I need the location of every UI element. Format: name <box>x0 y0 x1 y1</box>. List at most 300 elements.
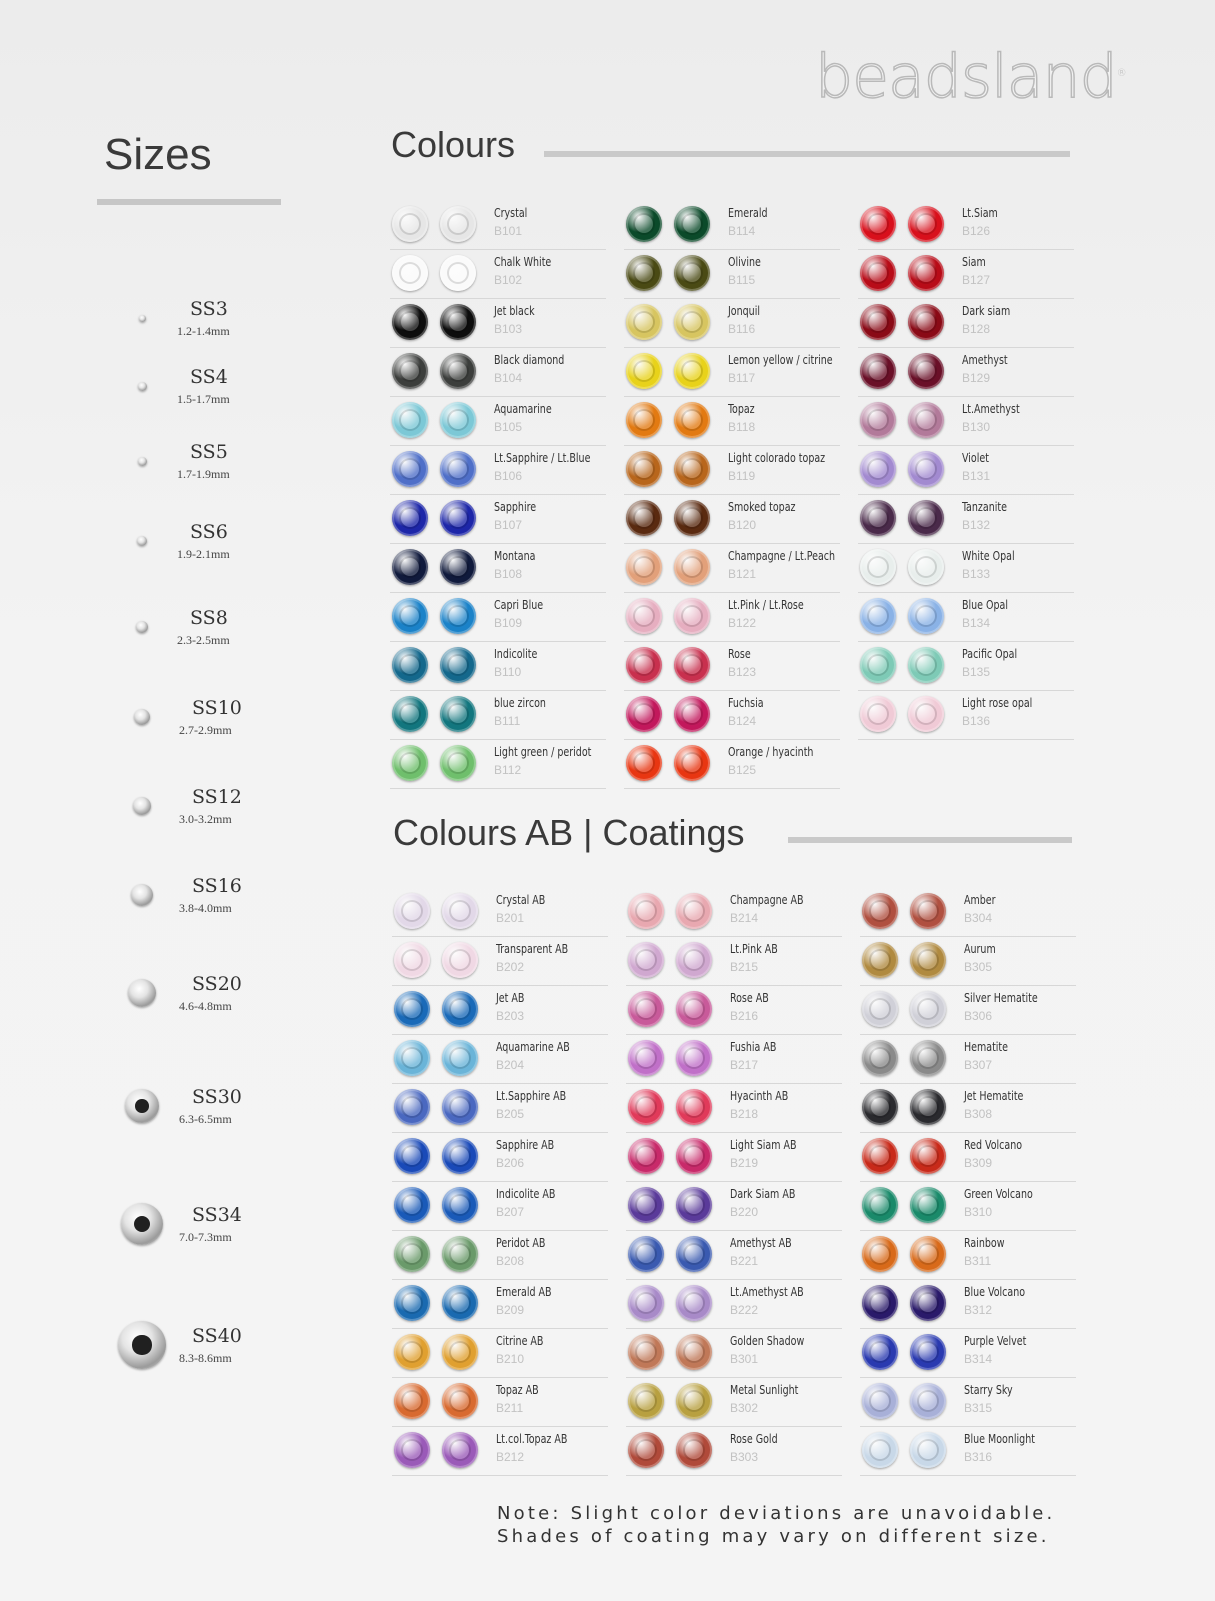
swatch-item <box>390 592 606 642</box>
swatch-item <box>392 1279 608 1329</box>
swatch-item <box>626 887 842 937</box>
swatch-name: Aquamarine <box>494 402 552 416</box>
swatch-item <box>860 936 1076 986</box>
swatch-name: Light green / peridot <box>494 745 592 759</box>
rhinestone-icon <box>628 1383 664 1419</box>
swatch-name: Olivine <box>728 255 761 269</box>
rhinestone-icon <box>442 1432 478 1468</box>
swatch-code: B220 <box>730 1205 759 1219</box>
swatch-code: B130 <box>962 420 991 434</box>
size-mm: 3.8-4.0mm <box>179 901 232 915</box>
swatch-name: Lt.Sapphire / Lt.Blue <box>494 451 591 465</box>
rhinestone-icon <box>440 647 476 683</box>
size-row <box>120 1076 260 1136</box>
size-row <box>120 776 260 836</box>
swatch-item <box>860 1132 1076 1182</box>
swatch-item <box>392 1034 608 1084</box>
rhinestone-icon <box>674 598 710 634</box>
swatch-name: Red Volcano <box>964 1138 1023 1152</box>
size-gem-icon <box>128 979 156 1007</box>
swatch-name: Emerald <box>728 206 768 220</box>
rhinestone-icon <box>860 598 896 634</box>
swatch-item <box>858 298 1074 348</box>
swatch-code: B127 <box>962 273 991 287</box>
rhinestone-icon <box>676 1432 712 1468</box>
rhinestone-icon <box>676 1236 712 1272</box>
size-gem-icon <box>121 1203 163 1245</box>
swatch-code: B112 <box>494 763 522 777</box>
rhinestone-icon <box>676 1285 712 1321</box>
swatch-name: Aurum <box>964 942 996 956</box>
rhinestone-icon <box>442 1383 478 1419</box>
swatch-code: B109 <box>494 616 523 630</box>
rhinestone-icon <box>628 1138 664 1174</box>
rhinestone-icon <box>394 942 430 978</box>
size-mm: 1.9-2.1mm <box>177 547 230 561</box>
rhinestone-icon <box>628 1236 664 1272</box>
rhinestone-icon <box>392 598 428 634</box>
swatch-item <box>860 985 1076 1035</box>
swatch-item <box>624 739 840 789</box>
swatch-name: Light colorado topaz <box>728 451 826 465</box>
swatch-item <box>858 641 1074 691</box>
swatch-item <box>624 690 840 740</box>
swatch-code: B302 <box>730 1401 759 1415</box>
swatch-item <box>390 396 606 446</box>
size-label: SS4 <box>190 366 228 388</box>
size-row <box>120 288 260 348</box>
swatch-name: Capri Blue <box>494 598 544 612</box>
rhinestone-icon <box>626 549 662 585</box>
swatch-name: Light Siam AB <box>730 1138 797 1152</box>
rhinestone-icon <box>674 402 710 438</box>
rhinestone-icon <box>628 1089 664 1125</box>
swatch-code: B101 <box>494 224 523 238</box>
size-label: SS3 <box>190 298 228 320</box>
swatch-code: B114 <box>728 224 756 238</box>
swatch-code: B205 <box>496 1107 525 1121</box>
swatch-code: B122 <box>728 616 757 630</box>
swatch-item <box>626 1328 842 1378</box>
swatch-item <box>860 1034 1076 1084</box>
swatch-item <box>392 1181 608 1231</box>
rhinestone-icon <box>862 893 898 929</box>
rhinestone-icon <box>908 500 944 536</box>
size-row <box>120 1194 260 1254</box>
rhinestone-icon <box>442 1236 478 1272</box>
swatch-item <box>392 887 608 937</box>
colours-ab-divider <box>788 837 1072 843</box>
rhinestone-icon <box>394 1089 430 1125</box>
rhinestone-icon <box>862 991 898 1027</box>
swatch-item <box>392 1230 608 1280</box>
swatch-code: B134 <box>962 616 991 630</box>
size-gem-icon <box>131 884 153 906</box>
swatch-code: B211 <box>496 1401 524 1415</box>
rhinestone-icon <box>392 696 428 732</box>
size-label: SS16 <box>192 875 242 897</box>
rhinestone-icon <box>392 647 428 683</box>
colours-divider <box>544 151 1070 157</box>
rhinestone-icon <box>442 1138 478 1174</box>
rhinestone-icon <box>674 255 710 291</box>
rhinestone-icon <box>860 402 896 438</box>
rhinestone-icon <box>394 991 430 1027</box>
registered-mark: ® <box>1116 68 1126 79</box>
swatch-code: B214 <box>730 911 759 925</box>
rhinestone-icon <box>440 696 476 732</box>
rhinestone-icon <box>910 991 946 1027</box>
rhinestone-icon <box>392 402 428 438</box>
swatch-item <box>392 936 608 986</box>
swatch-name: Light rose opal <box>962 696 1033 710</box>
size-gem-icon <box>137 536 147 546</box>
swatch-code: B133 <box>962 567 991 581</box>
swatch-name: Purple Velvet <box>964 1334 1027 1348</box>
swatch-code: B128 <box>962 322 991 336</box>
swatch-item <box>626 1034 842 1084</box>
rhinestone-icon <box>862 1383 898 1419</box>
swatch-code: B217 <box>730 1058 759 1072</box>
rhinestone-icon <box>862 942 898 978</box>
rhinestone-icon <box>908 255 944 291</box>
swatch-code: B120 <box>728 518 757 532</box>
swatch-item <box>626 1377 842 1427</box>
rhinestone-icon <box>674 696 710 732</box>
swatch-item <box>858 249 1074 299</box>
rhinestone-icon <box>908 549 944 585</box>
rhinestone-icon <box>676 1187 712 1223</box>
swatch-name: Lt.Pink / Lt.Rose <box>728 598 804 612</box>
rhinestone-icon <box>394 1285 430 1321</box>
swatch-code: B104 <box>494 371 523 385</box>
rhinestone-icon <box>860 549 896 585</box>
rhinestone-icon <box>440 500 476 536</box>
size-mm: 6.3-6.5mm <box>179 1112 232 1126</box>
swatch-item <box>860 1426 1076 1476</box>
swatch-name: Starry Sky <box>964 1383 1013 1397</box>
rhinestone-icon <box>674 353 710 389</box>
swatch-item <box>858 690 1074 740</box>
rhinestone-icon <box>908 206 944 242</box>
swatch-code: B203 <box>496 1009 525 1023</box>
rhinestone-icon <box>442 893 478 929</box>
rhinestone-icon <box>392 255 428 291</box>
swatch-code: B306 <box>964 1009 993 1023</box>
rhinestone-icon <box>908 304 944 340</box>
size-label: SS6 <box>190 521 228 543</box>
rhinestone-icon <box>674 500 710 536</box>
swatch-name: Citrine AB <box>496 1334 544 1348</box>
swatch-item <box>390 347 606 397</box>
size-row <box>120 865 260 925</box>
swatch-name: Smoked topaz <box>728 500 796 514</box>
swatch-name: Chalk White <box>494 255 552 269</box>
swatch-item <box>858 445 1074 495</box>
swatch-code: B202 <box>496 960 525 974</box>
swatch-code: B105 <box>494 420 523 434</box>
swatch-name: Lt.Sapphire AB <box>496 1089 567 1103</box>
swatch-code: B102 <box>494 273 523 287</box>
rhinestone-icon <box>440 255 476 291</box>
rhinestone-icon <box>862 1138 898 1174</box>
swatch-item <box>626 1132 842 1182</box>
swatch-code: B125 <box>728 763 757 777</box>
swatch-name: Green Volcano <box>964 1187 1033 1201</box>
swatch-code: B314 <box>964 1352 993 1366</box>
rhinestone-icon <box>394 893 430 929</box>
rhinestone-icon <box>626 696 662 732</box>
rhinestone-icon <box>908 598 944 634</box>
rhinestone-icon <box>626 451 662 487</box>
size-label: SS8 <box>190 607 228 629</box>
swatch-name: Topaz AB <box>496 1383 539 1397</box>
swatch-code: B301 <box>730 1352 759 1366</box>
rhinestone-icon <box>862 1432 898 1468</box>
swatch-code: B303 <box>730 1450 759 1464</box>
swatch-name: Tanzanite <box>962 500 1007 514</box>
colours-ab-heading: Colours AB | Coatings <box>393 812 745 853</box>
rhinestone-icon <box>676 942 712 978</box>
swatch-name: Blue Moonlight <box>964 1432 1035 1446</box>
size-mm: 1.5-1.7mm <box>177 392 230 406</box>
swatch-code: B116 <box>728 322 756 336</box>
rhinestone-icon <box>628 1285 664 1321</box>
swatch-code: B215 <box>730 960 759 974</box>
rhinestone-icon <box>910 1236 946 1272</box>
rhinestone-icon <box>626 402 662 438</box>
swatch-code: B308 <box>964 1107 993 1121</box>
swatch-item <box>624 445 840 495</box>
swatch-item <box>860 1181 1076 1231</box>
swatch-item <box>858 347 1074 397</box>
rhinestone-icon <box>626 353 662 389</box>
swatch-name: Rose AB <box>730 991 769 1005</box>
rhinestone-icon <box>440 549 476 585</box>
swatch-item <box>860 1377 1076 1427</box>
swatch-name: Hyacinth AB <box>730 1089 789 1103</box>
swatch-name: Siam <box>962 255 986 269</box>
size-mm: 2.7-2.9mm <box>179 723 232 737</box>
swatch-name: Lt.col.Topaz AB <box>496 1432 568 1446</box>
size-label: SS5 <box>190 441 228 463</box>
rhinestone-icon <box>860 696 896 732</box>
swatch-item <box>390 641 606 691</box>
size-label: SS12 <box>192 786 242 808</box>
swatch-code: B219 <box>730 1156 759 1170</box>
rhinestone-icon <box>628 1040 664 1076</box>
swatch-code: B315 <box>964 1401 993 1415</box>
swatch-item <box>858 543 1074 593</box>
swatch-code: B222 <box>730 1303 759 1317</box>
rhinestone-icon <box>442 991 478 1027</box>
rhinestone-icon <box>860 304 896 340</box>
swatch-code: B108 <box>494 567 523 581</box>
rhinestone-icon <box>440 206 476 242</box>
rhinestone-icon <box>862 1236 898 1272</box>
swatch-code: B309 <box>964 1156 993 1170</box>
rhinestone-icon <box>626 255 662 291</box>
swatch-item <box>390 298 606 348</box>
swatch-code: B117 <box>728 371 756 385</box>
swatch-item <box>392 1328 608 1378</box>
swatch-item <box>392 985 608 1035</box>
rhinestone-icon <box>440 451 476 487</box>
swatch-item <box>858 396 1074 446</box>
swatch-code: B126 <box>962 224 991 238</box>
swatch-item <box>858 200 1074 250</box>
swatch-code: B131 <box>962 469 991 483</box>
swatch-code: B103 <box>494 322 523 336</box>
rhinestone-icon <box>862 1040 898 1076</box>
rhinestone-icon <box>626 647 662 683</box>
swatch-name: Lt.Siam <box>962 206 998 220</box>
swatch-name: Jonquil <box>728 304 760 318</box>
swatch-code: B212 <box>496 1450 525 1464</box>
swatch-name: Champagne / Lt.Peach <box>728 549 836 563</box>
rhinestone-icon <box>676 1138 712 1174</box>
size-row <box>120 511 260 571</box>
swatch-item <box>390 543 606 593</box>
swatch-item <box>390 445 606 495</box>
size-row <box>120 597 260 657</box>
rhinestone-icon <box>910 1089 946 1125</box>
swatch-code: B304 <box>964 911 993 925</box>
rhinestone-icon <box>910 1285 946 1321</box>
brand-name: beadsland <box>815 42 1117 112</box>
swatch-name: blue zircon <box>494 696 546 710</box>
rhinestone-icon <box>674 451 710 487</box>
rhinestone-icon <box>676 893 712 929</box>
rhinestone-icon <box>860 353 896 389</box>
note <box>497 1502 1055 1548</box>
rhinestone-icon <box>910 1334 946 1370</box>
swatch-item <box>624 298 840 348</box>
size-label: SS34 <box>192 1204 242 1226</box>
swatch-name: Aquamarine AB <box>496 1040 570 1054</box>
swatch-item <box>624 200 840 250</box>
rhinestone-icon <box>626 598 662 634</box>
note-line-1: Note: Slight color deviations are unavoidable. <box>497 1503 1056 1524</box>
rhinestone-icon <box>674 647 710 683</box>
swatch-code: B221 <box>730 1254 759 1268</box>
rhinestone-icon <box>860 255 896 291</box>
rhinestone-icon <box>392 206 428 242</box>
swatch-name: Jet Hematite <box>964 1089 1024 1103</box>
rhinestone-icon <box>394 1236 430 1272</box>
swatch-name: Violet <box>962 451 989 465</box>
rhinestone-icon <box>628 942 664 978</box>
swatch-code: B216 <box>730 1009 759 1023</box>
swatch-name: Indicolite <box>494 647 538 661</box>
size-gem-icon <box>136 621 148 633</box>
rhinestone-icon <box>392 304 428 340</box>
swatch-code: B208 <box>496 1254 525 1268</box>
rhinestone-icon <box>440 402 476 438</box>
swatch-item <box>860 1083 1076 1133</box>
swatch-item <box>858 494 1074 544</box>
swatch-code: B110 <box>494 665 522 679</box>
swatch-name: Amber <box>964 893 996 907</box>
size-gem-icon <box>125 1089 159 1123</box>
rhinestone-icon <box>440 745 476 781</box>
brand-logo <box>815 42 1126 112</box>
note-line-2: Shades of coating may vary on different size. <box>497 1526 1050 1547</box>
rhinestone-icon <box>676 1089 712 1125</box>
swatch-name: Blue Opal <box>962 598 1009 612</box>
rhinestone-icon <box>442 1334 478 1370</box>
swatch-code: B107 <box>494 518 523 532</box>
swatch-name: Hematite <box>964 1040 1009 1054</box>
rhinestone-icon <box>908 402 944 438</box>
rhinestone-icon <box>860 451 896 487</box>
swatch-code: B305 <box>964 960 993 974</box>
rhinestone-icon <box>862 1334 898 1370</box>
rhinestone-icon <box>908 451 944 487</box>
rhinestone-icon <box>626 206 662 242</box>
rhinestone-icon <box>392 500 428 536</box>
size-mm: 8.3-8.6mm <box>179 1351 232 1365</box>
swatch-item <box>392 1426 608 1476</box>
rhinestone-icon <box>392 353 428 389</box>
rhinestone-icon <box>394 1138 430 1174</box>
rhinestone-icon <box>674 206 710 242</box>
swatch-item <box>390 200 606 250</box>
swatch-name: Orange / hyacinth <box>728 745 814 759</box>
size-gem-icon <box>134 709 150 725</box>
rhinestone-icon <box>394 1383 430 1419</box>
rhinestone-icon <box>394 1432 430 1468</box>
swatch-name: Lt.Amethyst <box>962 402 1020 416</box>
rhinestone-icon <box>628 1187 664 1223</box>
swatch-name: Crystal AB <box>496 893 546 907</box>
swatch-item <box>626 985 842 1035</box>
rhinestone-icon <box>910 893 946 929</box>
rhinestone-icon <box>674 549 710 585</box>
swatch-item <box>624 249 840 299</box>
rhinestone-icon <box>394 1334 430 1370</box>
swatch-item <box>624 347 840 397</box>
swatch-item <box>390 249 606 299</box>
swatch-name: Peridot AB <box>496 1236 546 1250</box>
swatch-name: Fuchsia <box>728 696 764 710</box>
size-row <box>120 356 260 416</box>
swatch-code: B123 <box>728 665 757 679</box>
swatch-name: Fushia AB <box>730 1040 777 1054</box>
swatch-code: B209 <box>496 1303 525 1317</box>
swatch-name: Jet AB <box>496 991 525 1005</box>
swatch-name: Topaz <box>728 402 755 416</box>
swatch-item <box>858 592 1074 642</box>
rhinestone-icon <box>628 1334 664 1370</box>
swatch-item <box>624 543 840 593</box>
rhinestone-icon <box>908 696 944 732</box>
size-gem-icon <box>139 315 146 322</box>
rhinestone-icon <box>862 1089 898 1125</box>
rhinestone-icon <box>392 549 428 585</box>
size-gem-icon <box>138 382 147 391</box>
swatch-code: B312 <box>964 1303 993 1317</box>
swatch-item <box>860 1328 1076 1378</box>
rhinestone-icon <box>910 1138 946 1174</box>
swatch-item <box>390 690 606 740</box>
swatch-item <box>624 592 840 642</box>
rhinestone-icon <box>628 1432 664 1468</box>
size-mm: 4.6-4.8mm <box>179 999 232 1013</box>
rhinestone-icon <box>442 1040 478 1076</box>
size-mm: 2.3-2.5mm <box>177 633 230 647</box>
rhinestone-icon <box>674 745 710 781</box>
